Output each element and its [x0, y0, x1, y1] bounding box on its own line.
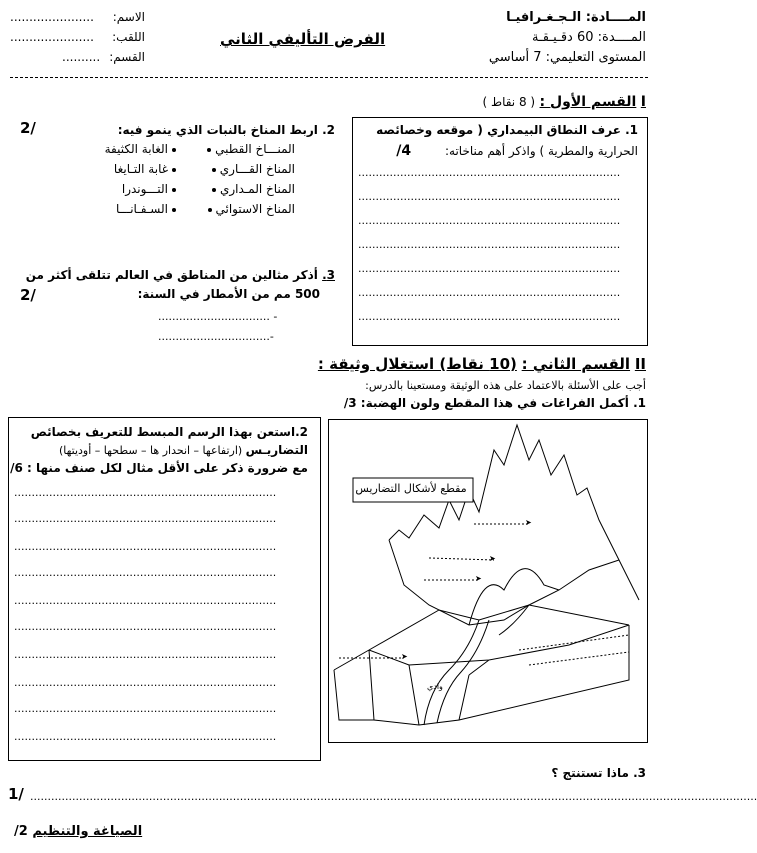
part2-q2-score: 6/ [10, 461, 23, 475]
part2-heading-rest: (10 نقاط) استغلال وثيقة : [317, 355, 517, 373]
part2-q2-line3 [10, 461, 308, 475]
q1-dots-7[interactable]: ........................................................................... [358, 310, 621, 323]
leader-arrow-4: ➤ [401, 652, 408, 661]
q1-line2 [396, 143, 638, 159]
part2-q2-line2-rest: (ارتفاعها – انحدار ها – سطحها – أوديتها) [58, 444, 246, 457]
leader-arrow-1: ➤ [525, 518, 532, 527]
q2-dots-5[interactable]: ........................................................................... [14, 594, 277, 607]
part2-heading [318, 355, 646, 373]
q1-line2-text: الحرارية والمطرية ) واذكر أهم مناخاته: [444, 144, 638, 158]
plant-4: السـفـانـــا [116, 202, 180, 216]
climate-dot[interactable] [212, 168, 216, 172]
part1-points: ( 8 نقاط ) [482, 95, 536, 109]
name-label: الاسم: [112, 10, 145, 24]
q3-line2: 500 مم من الأمطار في السنة: [137, 287, 320, 301]
q1-dots-3[interactable]: ........................................................................... [358, 214, 621, 227]
plant-3: التـــوندرا [122, 182, 180, 196]
figure-label-valley: وادي [427, 682, 443, 691]
relief-cross-section-drawing [329, 420, 647, 742]
part2-q3-dots[interactable]: ................................................................................................................................................................................................................ [30, 790, 757, 803]
formulation-footer [14, 824, 142, 839]
q1-line1: 1. عرف النطاق البيمداري ( موقعه وخصائصه [376, 123, 638, 137]
part1-heading-text: القسم الأول : [539, 94, 637, 110]
part2-heading-text: القسم الثاني : [521, 355, 631, 373]
q1-dots-6[interactable]: ........................................................................... [358, 286, 621, 299]
q2-dots-4[interactable]: ........................................................................... [14, 566, 277, 579]
plant-2: غابة التـايغا [114, 162, 180, 176]
q3-score: 2/ [20, 286, 36, 304]
plant-dot[interactable] [172, 148, 176, 152]
class-label: القسم: [109, 50, 145, 64]
leader-arrow-2: ➤ [489, 554, 496, 563]
q2-dots-1[interactable]: ........................................................................... [14, 486, 277, 499]
q1-dots-5[interactable]: ........................................................................... [358, 262, 621, 275]
q2-dots-7[interactable]: ........................................................................... [14, 648, 277, 661]
q2-dots-10[interactable]: ........................................................................... [14, 730, 277, 743]
part2-heading-num: II [634, 355, 646, 373]
leader-arrow-3: ➤ [475, 574, 482, 583]
q3-line1 [26, 268, 335, 282]
q1-dots-1[interactable]: ........................................................................... [358, 166, 621, 179]
formulation-score: 2/ [14, 824, 28, 839]
page-title: الفرض التأليفي الثاني [220, 30, 386, 48]
q2-dots-6[interactable]: ........................................................................... [14, 620, 277, 633]
duration: المــــدة: 60 دقـيـقـة [531, 30, 646, 45]
part2-instruction: أجب على الأسئلة بالاعتماد على هذه الوثيقة ومستعينا بالدرس: [365, 379, 646, 392]
subject: المــــادة: الـجـغـرافيـا [506, 10, 646, 25]
formulation-label: الصياغة والتنظيم [32, 824, 143, 839]
plant-dot[interactable] [172, 168, 176, 172]
part2-q2-line2 [59, 443, 308, 457]
figure-title: مقطع لأشكال التضاريس [355, 482, 467, 495]
q2-dots-2[interactable]: ........................................................................... [14, 512, 277, 525]
part2-q2-line1: 2.استعن بهذا الرسم المبسط للتعريف بخصائص [30, 425, 308, 439]
q2-score: 2/ [20, 119, 36, 137]
q3-dots-1[interactable]: ................................ - [158, 310, 278, 323]
q3-text: أذكر مثالين من المناطق في العالم تتلقى أكثر من [25, 268, 318, 282]
climate-4: المناخ الاستوائي [204, 202, 296, 216]
climate-1: المنـــاخ القطبي [203, 142, 295, 156]
climate-dot[interactable] [212, 188, 216, 192]
surname-label: اللقب: [112, 30, 145, 44]
plant-dot[interactable] [172, 208, 176, 212]
q2-dots-8[interactable]: ........................................................................... [14, 676, 277, 689]
q3-num: 3. [322, 268, 335, 282]
class-field[interactable]: .......... [62, 50, 101, 64]
q3-dots-2[interactable]: ................................- [158, 330, 274, 343]
climate-3: المناخ المـداري [208, 182, 295, 196]
part2-q2-line3-text: مع ضرورة ذكر على الأقل مثال لكل صنف منها : [27, 461, 308, 475]
plant-dot[interactable] [172, 188, 176, 192]
part2-q3-score: 1/ [8, 785, 24, 803]
climate-dot[interactable] [208, 208, 212, 212]
part2-q2-relief: التضاريـس [245, 443, 308, 457]
climate-dot[interactable] [207, 148, 211, 152]
part2-q3: 3. ماذا تستنتج ؟ [551, 766, 646, 780]
level: المستوى التعليمي: 7 أساسي [488, 50, 646, 65]
relief-figure [328, 419, 648, 743]
part2-q1: 1. أكمل الفراغات في هذا المقطع ولون الهضبة: 3/ [343, 396, 646, 410]
q2-text: 2. اربط المناخ بالنبات الذي ينمو فيه: [117, 123, 335, 137]
q1-score: 4/ [396, 143, 412, 159]
name-field[interactable]: ...................... [10, 10, 94, 24]
part1-heading-num: I [640, 94, 646, 110]
q1-dots-4[interactable]: ........................................................................... [358, 238, 621, 251]
q2-dots-9[interactable]: ........................................................................... [14, 702, 277, 715]
q2-dots-3[interactable]: ........................................................................... [14, 540, 277, 553]
climate-2: المناخ القـــاري [208, 162, 295, 176]
q1-dots-2[interactable]: ........................................................................... [358, 190, 621, 203]
part1-heading [482, 94, 646, 110]
surname-field[interactable]: ...................... [10, 30, 94, 44]
header-divider [10, 77, 648, 78]
plant-1: الغابة الكثيفة [105, 142, 180, 156]
